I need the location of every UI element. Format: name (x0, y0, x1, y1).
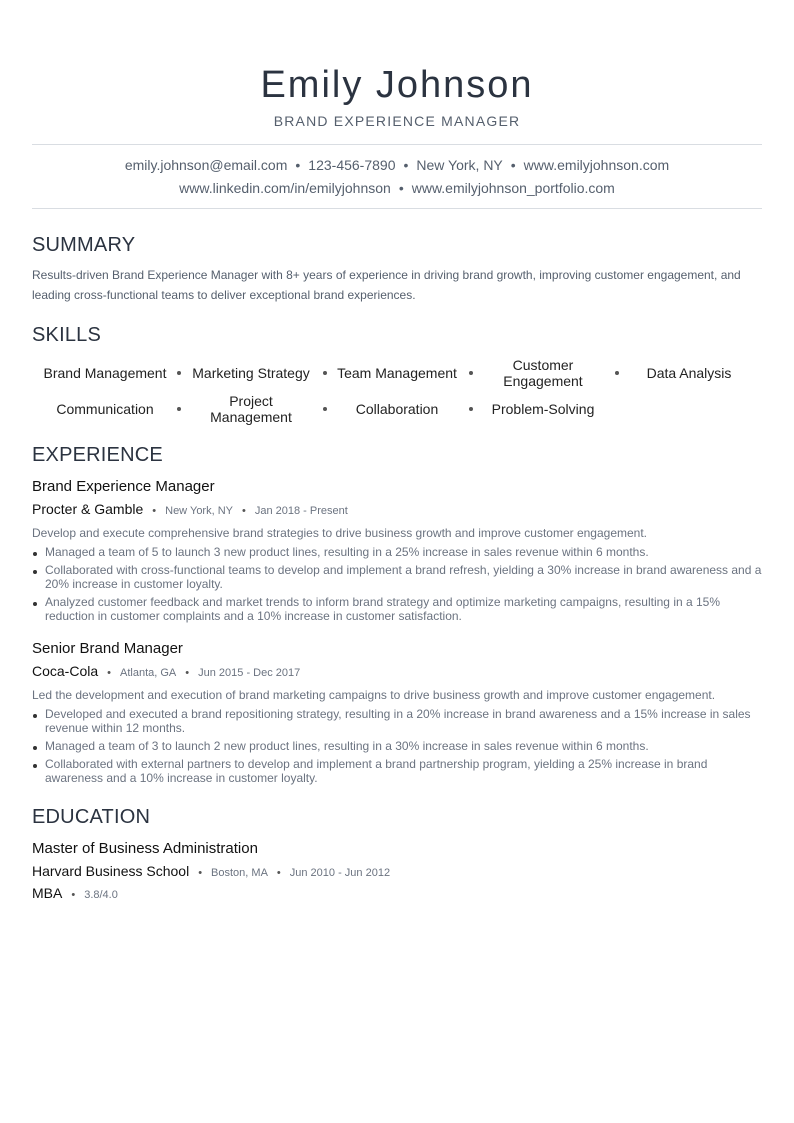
skill-label: Communication (56, 401, 154, 417)
contact-separator: • (403, 157, 409, 173)
contact-block (32, 144, 762, 209)
job-bullet (32, 563, 762, 591)
experience-heading: EXPERIENCE (32, 444, 163, 466)
job-description: Develop and execute comprehensive brand strategies to drive business growth and improve customer engagement. (32, 526, 648, 540)
skills-section (32, 323, 762, 425)
bullet-dot (33, 602, 37, 606)
skill-item (32, 357, 178, 389)
job-bullet (32, 739, 762, 753)
skill-item (616, 357, 762, 389)
resume-header (32, 0, 762, 130)
education-dates: Jun 2010 - Jun 2012 (289, 867, 391, 879)
job-dates: Jun 2015 - Dec 2017 (198, 667, 301, 679)
skill-label: Brand Management (43, 365, 167, 381)
bullet-dot (33, 764, 37, 768)
job-meta (32, 663, 762, 681)
meta-separator: • (107, 667, 111, 679)
job-location: New York, NY (165, 505, 233, 517)
meta-separator: • (152, 505, 157, 517)
skill-label: Collaboration (355, 401, 439, 417)
contact-line-secondary (32, 177, 762, 200)
job-location: Atlanta, GA (120, 667, 177, 679)
job-dates: Jan 2018 - Present (254, 505, 348, 517)
job-description: Led the development and execution of brand marketing campaigns to drive business growth and improve customer engagement. (32, 688, 716, 702)
skill-item (178, 357, 324, 389)
skill-item (470, 357, 616, 389)
contact-line-primary (32, 154, 762, 177)
meta-separator: • (185, 667, 190, 679)
summary-text: Results-driven Brand Experience Manager with 8+ years of experience in driving brand growth, improving customer engagement, and leading cross-functional teams to deliver exceptional brand experiences. (32, 268, 741, 302)
bullet-dot (33, 746, 37, 750)
job-meta (32, 501, 762, 519)
experience-section (32, 443, 762, 785)
meta-separator: • (242, 505, 246, 517)
contact-separator: • (398, 180, 404, 196)
bullet-dot (33, 570, 37, 574)
job-title: Brand Experience Manager (32, 478, 215, 495)
skill-item (178, 393, 324, 425)
bullet-text: Managed a team of 5 to launch 3 new product lines, resulting in a 25% increase in sales revenue within 6 months. (45, 545, 649, 559)
skills-grid (32, 357, 762, 425)
bullet-text: Managed a team of 3 to launch 2 new product lines, resulting in a 30% increase in sales revenue within 6 months. (45, 739, 649, 753)
website-link[interactable]: www.emilyjohnson.com (523, 157, 670, 173)
school-name: Harvard Business School (32, 863, 190, 879)
gpa: 3.8/4.0 (84, 889, 118, 901)
skill-item (470, 393, 616, 425)
candidate-title: BRAND EXPERIENCE MANAGER (273, 113, 521, 129)
degree-field: MBA (32, 885, 63, 901)
email-link[interactable]: emily.johnson@email.com (124, 157, 288, 173)
company-name: Coca-Cola (32, 663, 99, 679)
location: New York, NY (416, 157, 503, 173)
candidate-name: Emily Johnson (260, 64, 534, 106)
education-section (32, 805, 762, 903)
job-bullet (32, 595, 762, 623)
education-field-line (32, 885, 762, 903)
contact-separator: • (510, 157, 516, 173)
job-bullets (32, 545, 762, 623)
job-title: Senior Brand Manager (32, 640, 183, 657)
bullet-text: Analyzed customer feedback and market trends to inform brand strategy and optimize marketing campaigns, resulting in a 15% reduction in customer complaints and a 10% increase in customer satisfaction. (45, 595, 721, 623)
bullet-dot (33, 552, 37, 556)
skill-label: Project Management (210, 393, 292, 425)
bullet-text: Collaborated with cross-functional teams to develop and implement a brand refresh, yielding a 30% increase in brand awareness and a 20% increase in customer loyalty. (45, 563, 762, 591)
skill-label: Team Management (337, 365, 457, 381)
phone-number: 123-456-7890 (308, 157, 396, 173)
education-heading: EDUCATION (32, 806, 151, 828)
skills-heading: SKILLS (32, 324, 102, 346)
job-bullet (32, 707, 762, 735)
bullet-text: Collaborated with external partners to develop and implement a brand partnership program, yielding a 25% increase in brand awareness and a 10% increase in customer loyalty. (45, 757, 708, 785)
job-bullet (32, 545, 762, 559)
school-location: Boston, MA (211, 867, 268, 879)
education-meta (32, 863, 762, 881)
job-entry (32, 639, 762, 785)
job-bullets (32, 707, 762, 785)
skill-label: Problem-Solving (491, 401, 595, 417)
degree-title: Master of Business Administration (32, 840, 258, 857)
job-bullet (32, 757, 762, 785)
skill-label: Marketing Strategy (192, 365, 310, 381)
bullet-text: Developed and executed a brand repositioning strategy, resulting in a 20% increase in brand awareness and a 15% increase in sales revenue within 12 months. (45, 707, 751, 735)
summary-heading: SUMMARY (32, 234, 136, 256)
skill-label: Customer Engagement (503, 357, 583, 389)
job-entry (32, 477, 762, 623)
meta-separator: • (276, 867, 281, 879)
meta-separator: • (71, 889, 76, 901)
skill-label: Data Analysis (646, 365, 732, 381)
linkedin-link[interactable]: www.linkedin.com/in/emilyjohnson (179, 180, 391, 196)
meta-separator: • (198, 867, 203, 879)
contact-separator: • (295, 157, 301, 173)
summary-section (32, 233, 762, 305)
portfolio-link[interactable]: www.emilyjohnson_portfolio.com (411, 180, 615, 196)
company-name: Procter & Gamble (32, 501, 144, 517)
skill-item (32, 393, 178, 425)
bullet-dot (33, 714, 37, 718)
skill-item (324, 357, 470, 389)
skill-item (324, 393, 470, 425)
